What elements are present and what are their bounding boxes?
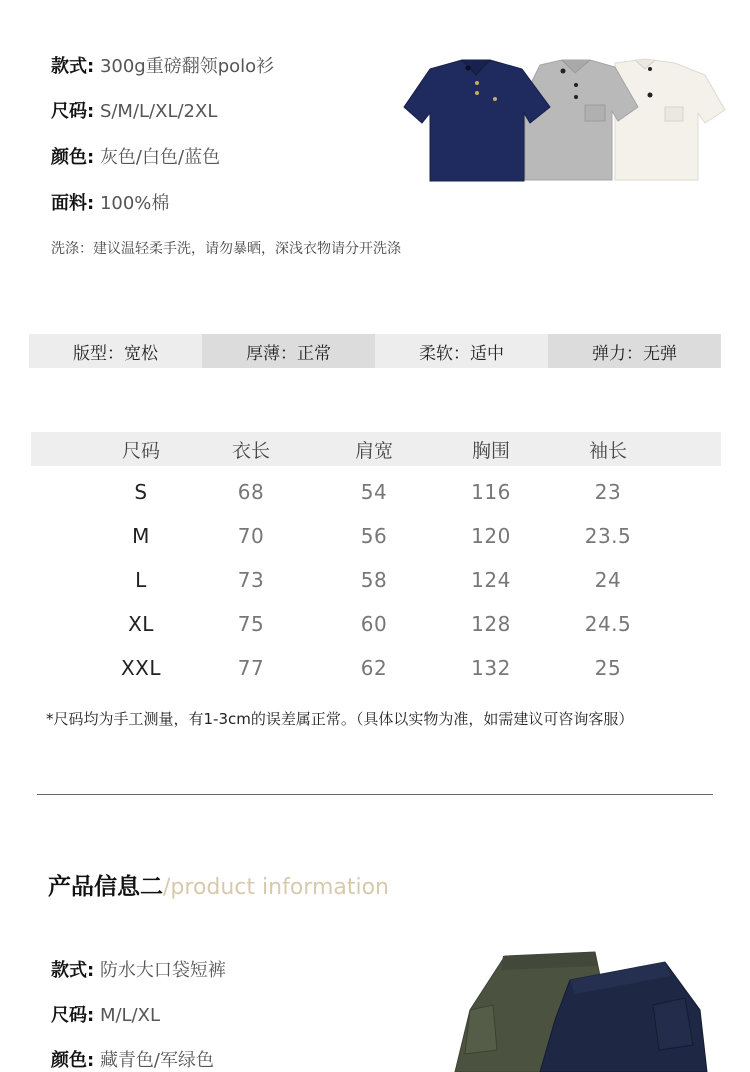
table-row-cell: 24	[594, 568, 622, 592]
table-row-cell: S	[134, 480, 148, 504]
section-title	[48, 868, 389, 901]
spec-fabric-value: 100%棉	[99, 193, 170, 214]
shorts-image	[445, 950, 710, 1072]
spec2-size-value: M/L/XL	[99, 1005, 160, 1026]
spec2-color-value: 藏青色/军绿色	[99, 1050, 215, 1071]
spec2-color	[51, 1046, 214, 1072]
table-row-cell: 128	[471, 612, 511, 636]
table-row-cell: 68	[237, 480, 265, 504]
attr-softness: 柔软：适中	[375, 334, 548, 368]
size-header-length: 衣长	[231, 440, 270, 462]
table-row-cell: 54	[360, 480, 388, 504]
spec-color	[51, 143, 220, 169]
table-row-cell: 77	[237, 656, 265, 680]
size-header-size: 尺码	[121, 440, 160, 462]
attr-elasticity: 弹力：无弹	[548, 334, 721, 368]
spec-fabric-key: 面料:	[51, 193, 95, 214]
spec-size-value: S/M/L/XL/2XL	[99, 101, 218, 122]
spec-size-key: 尺码:	[51, 101, 95, 122]
table-row-cell: 25	[594, 656, 622, 680]
table-row-cell: 58	[360, 568, 388, 592]
spec-color-key: 颜色:	[51, 147, 95, 168]
attr-fit: 版型：宽松	[29, 334, 202, 368]
table-row-cell: 23	[594, 480, 622, 504]
table-row-cell: 124	[471, 568, 511, 592]
table-row-cell: XXL	[120, 656, 162, 680]
spec-color-value: 灰色/白色/蓝色	[99, 147, 221, 168]
table-row-cell: 62	[360, 656, 388, 680]
spec-style-key: 款式:	[51, 56, 95, 77]
spec2-size-key: 尺码:	[51, 1005, 95, 1026]
size-header-chest: 胸围	[471, 440, 510, 462]
spec2-color-key: 颜色:	[51, 1050, 95, 1071]
table-row-cell: 24.5	[584, 612, 632, 636]
attributes-bar	[29, 334, 721, 368]
table-row-cell: 56	[360, 524, 388, 548]
table-row-cell: XL	[128, 612, 154, 636]
spec2-style-key: 款式:	[51, 960, 95, 981]
spec-size	[51, 97, 217, 123]
attr-thickness: 厚薄：正常	[202, 334, 375, 368]
table-row-cell: 132	[471, 656, 511, 680]
polo-shirts-image	[400, 55, 730, 187]
spec2-style-value: 防水大口袋短裤	[99, 960, 226, 981]
table-row-cell: M	[132, 524, 150, 548]
wash-instructions: 洗涤：建议温轻柔手洗，请勿暴晒，深浅衣物请分开洗涤	[51, 241, 401, 257]
size-header-sleeve: 袖长	[588, 440, 627, 462]
measurement-note: *尺码均为手工测量，有1-3cm的误差属正常。（具体以实物为准，如需建议可咨询客服）	[46, 710, 634, 728]
section-title-cn: 产品信息二	[48, 874, 163, 900]
spec-style-value: 300g重磅翻领polo衫	[99, 56, 275, 77]
table-row-cell: 70	[237, 524, 265, 548]
table-row-cell: 75	[237, 612, 265, 636]
table-row-cell: 23.5	[584, 524, 632, 548]
spec-fabric	[51, 189, 169, 215]
table-row-cell: 120	[471, 524, 511, 548]
section-divider	[37, 794, 713, 795]
table-row-cell: L	[135, 568, 147, 592]
size-header-shoulder: 肩宽	[354, 440, 393, 462]
table-row-cell: 60	[360, 612, 388, 636]
section-title-en: /product information	[163, 875, 389, 900]
spec2-size	[51, 1001, 160, 1027]
spec2-style	[51, 956, 226, 982]
table-row-cell: 116	[471, 480, 511, 504]
table-row-cell: 73	[237, 568, 265, 592]
spec-style	[51, 52, 274, 78]
white-polo-shirt	[615, 59, 725, 180]
